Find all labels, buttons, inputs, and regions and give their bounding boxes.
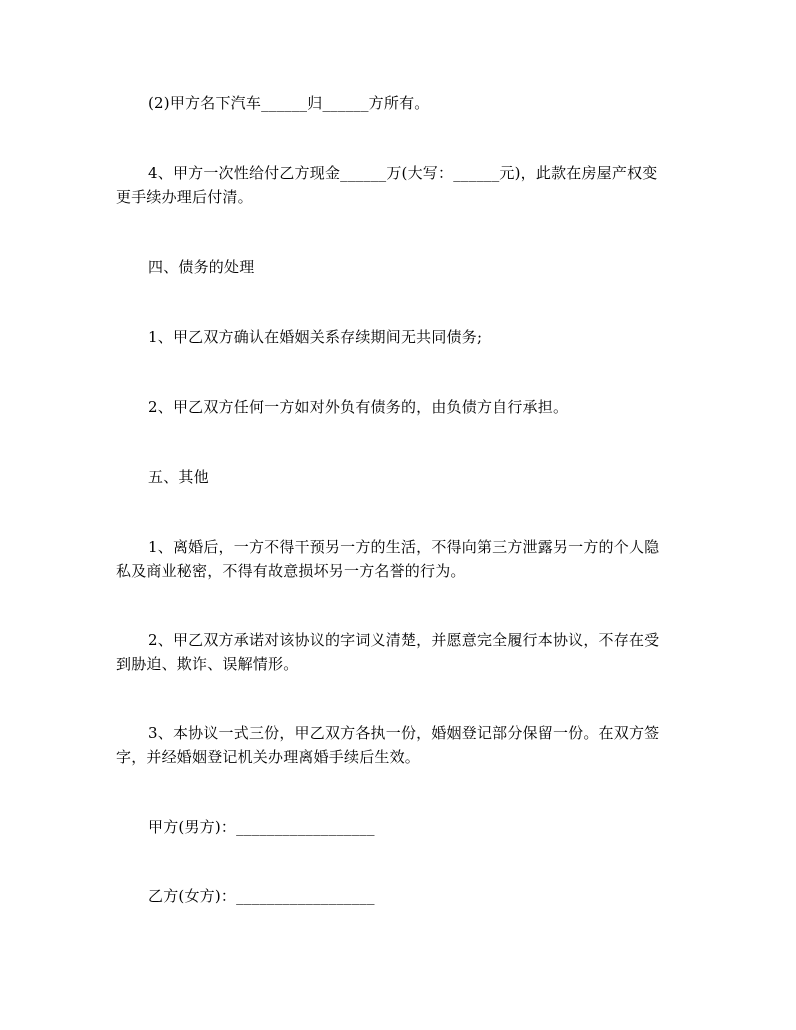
car-clause	[148, 93, 429, 113]
cash-clause-blank-2: ______	[453, 164, 500, 182]
car-clause-suffix: 方所有。	[368, 94, 430, 112]
car-clause-blank-2: ______	[322, 94, 369, 112]
other-item-2-line-2: 到胁迫、欺诈、误解情形。	[116, 655, 299, 673]
section-debt-heading: 四、债务的处理	[148, 258, 255, 276]
party-a-label: 甲方(男方)：	[148, 818, 237, 836]
other-item-2-line-1: 2、甲乙双方承诺对该协议的字词义清楚，并愿意完全履行本协议，不存在受	[148, 631, 660, 649]
cash-clause-part-1: 4、甲方一次性给付乙方现金	[148, 164, 341, 182]
debt-item-1: 1、甲乙双方确认在婚姻关系存续期间无共同债务;	[148, 328, 483, 346]
signature-party-b	[148, 886, 375, 906]
other-item-1-line-2: 私及商业秘密，不得有故意损坏另一方名誉的行为。	[116, 562, 466, 580]
car-clause-blank-1: ______	[261, 94, 308, 112]
cash-clause-blank-1: ______	[340, 164, 387, 182]
other-item-3-line-2: 字，并经婚姻登记机关办理离婚手续后生效。	[116, 748, 421, 766]
cash-clause-part-3: 元)，此款在房屋产权变	[499, 164, 658, 182]
car-clause-middle: 归	[307, 94, 323, 112]
signature-party-a	[148, 817, 375, 837]
debt-item-2: 2、甲乙双方任何一方如对外负有债务的，由负债方自行承担。	[148, 398, 569, 416]
car-clause-prefix: (2)甲方名下汽车	[148, 94, 262, 112]
party-b-label: 乙方(女方)：	[148, 887, 237, 905]
party-b-signature-blank[interactable]: __________________	[236, 887, 375, 905]
other-item-1-line-1: 1、离婚后，一方不得干预另一方的生活，不得向第三方泄露另一方的个人隐	[148, 538, 660, 556]
party-a-signature-blank[interactable]: __________________	[236, 818, 375, 836]
other-item-3-line-1: 3、本协议一式三份，甲乙双方各执一份，婚姻登记部分保留一份。在双方签	[148, 724, 660, 742]
cash-clause-part-2: 万(大写：	[386, 164, 454, 182]
cash-clause-line-2: 更手续办理后付清。	[116, 188, 253, 206]
cash-clause-line-1	[148, 163, 657, 183]
section-other-heading: 五、其他	[148, 468, 209, 486]
